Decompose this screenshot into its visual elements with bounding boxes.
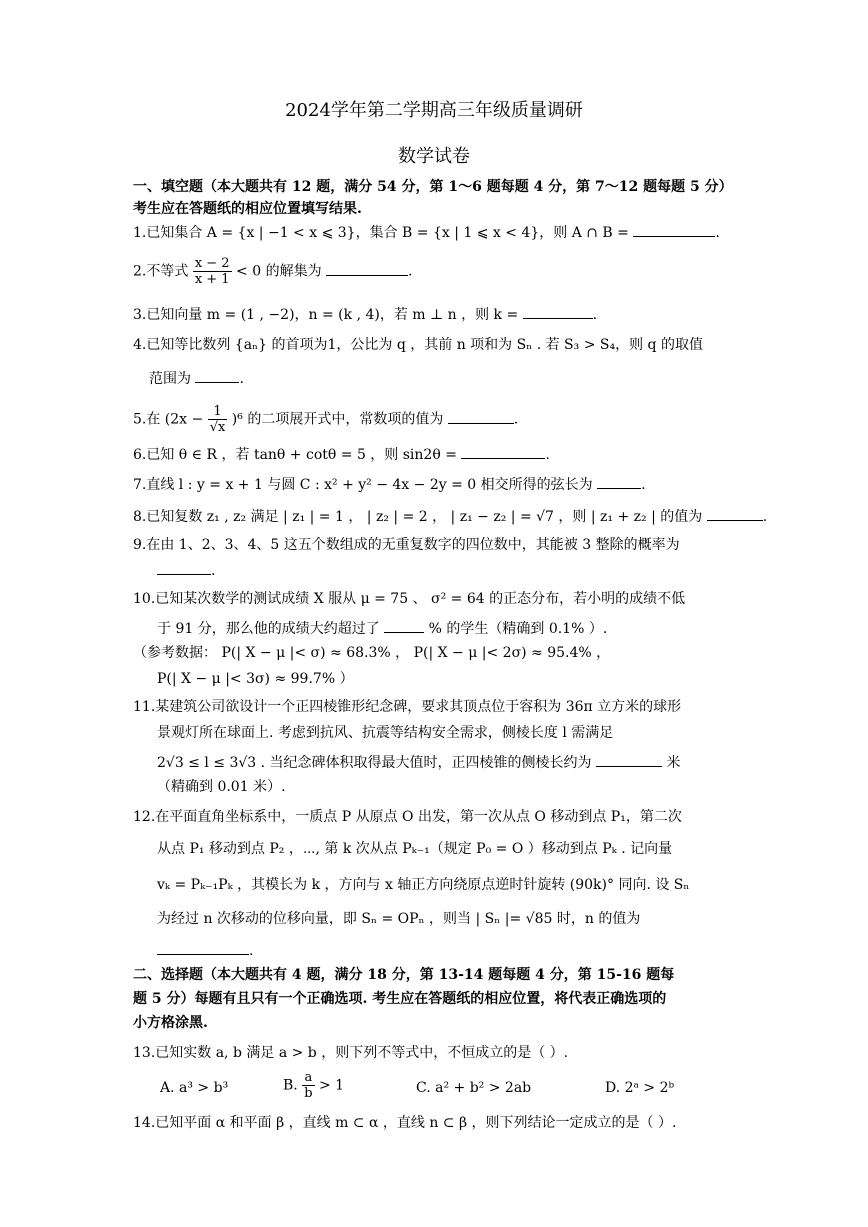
question-13-option-c: C. a² + b² > 2ab — [416, 1080, 532, 1096]
question-7: 7.直线 l : y = x + 1 与圆 C : x² + y² − 4x − 2y = 0 相交所得的弦长为 . — [133, 474, 646, 494]
question-4-line1: 4.已知等比数列 {aₙ} 的首项为1，公比为 q ，其前 n 项和为 Sₙ . 若 S₃ > S₄，则 q 的取值 — [133, 337, 703, 353]
question-5: 5.在 (2x − $\frac{1}{√x}$ )⁶ 的二项展开式中，常数项的值为 . — [133, 404, 519, 435]
question-11-line4: （精确到 0.01 米）. — [157, 779, 286, 795]
question-12-line1: 12.在平面直角坐标系中，一质点 P 从原点 O 出发，第一次从点 O 移动到点 P₁，第二次 — [133, 809, 682, 825]
question-10-reference-2: P(| X − μ |< 3σ) ≈ 99.7% ） — [157, 671, 354, 687]
fraction — [208, 404, 228, 435]
question-13-option-b — [283, 1070, 344, 1101]
question-8: 8.已知复数 z₁ , z₂ 满足 | z₁ | = 1 ， | z₂ | = 2 ， | z₁ − z₂ | = √7 ，则 | z₁ + z₂ | 的值为 . — [133, 506, 767, 526]
question-9-line1: 9.在由 1、2、3、4、5 这五个数组成的无重复数字的四位数中，其能被 3 整除的概率为 — [133, 537, 680, 553]
fraction-denominator: √x — [209, 420, 226, 435]
answer-blank — [461, 444, 545, 459]
question-7-text: 7.直线 l : y = x + 1 与圆 C : x² + y² − 4x − 2y = 0 相交所得的弦长为 — [133, 477, 593, 493]
question-10-reference-1: （参考数据： P(| X − μ |< σ) ≈ 68.3% ， P(| X − μ |< 2σ) ≈ 95.4% ， — [133, 645, 611, 661]
answer-blank — [633, 222, 715, 237]
question-13-option-d: D. 2ᵃ > 2ᵇ — [605, 1080, 675, 1096]
question-4-text: 范围为 — [149, 371, 191, 387]
question-6: 6.已知 θ ∈ R ，若 tanθ + cotθ = 5 ，则 sin2θ = . — [133, 444, 550, 464]
question-2: 2.不等式 $\frac{x - 2}{x + 1}$ < 0 的解集为 . — [133, 256, 413, 287]
question-11-line2: 景观灯所在球面上. 考虑到抗风、抗震等结构安全需求，侧棱长度 l 需满足 — [157, 725, 614, 741]
question-2-suffix: < 0 的解集为 — [236, 263, 322, 280]
option-b-suffix: > 1 — [318, 1077, 345, 1094]
section2-instruction: 题 5 分）每题有且只有一个正确选项. 考生应在答题纸的相应位置，将代表正确选项的 — [133, 991, 667, 1007]
answer-blank — [448, 409, 514, 424]
question-3-text: 3.已知向量 m = (1 , −2)，n = (k , 4)，若 m ⊥ n ，则 k = — [133, 307, 519, 323]
question-12-line3: vₖ = Pₖ₋₁Pₖ ，其模长为 k ，方向与 x 轴正方向绕原点逆时针旋转 (90k)° 同向. 设 Sₙ — [157, 877, 690, 893]
question-9-line2: . — [157, 560, 215, 580]
section1-heading: 一、填空题（本大题共有 12 题，满分 54 分，第 1～6 题每题 4 分，第 7～12 题每题 5 分） — [133, 179, 733, 195]
question-13-stem: 13.已知实数 a, b 满足 a > b ，则下列不等式中，不恒成立的是（ ）. — [133, 1045, 569, 1061]
answer-blank — [523, 304, 593, 319]
question-1: 1.已知集合 A = {x | −1 < x ⩽ 3}，集合 B = {x | 1 ⩽ x < 4}，则 A ∩ B = . — [133, 222, 720, 242]
question-12-line5: . — [157, 940, 253, 960]
answer-blank — [157, 560, 211, 575]
question-5-suffix: )⁶ 的二项展开式中，常数项的值为 — [231, 411, 444, 428]
answer-blank — [384, 618, 424, 633]
question-10-text-end: % 的学生（精确到 0.1% ）. — [428, 621, 608, 637]
question-5-prefix: 5.在 (2x − — [133, 411, 204, 428]
question-8-text: 8.已知复数 z₁ , z₂ 满足 | z₁ | = 1 ， | z₂ | = 2 ， | z₁ − z₂ | = √7 ，则 | z₁ + z₂ | 的值为 — [133, 509, 703, 525]
question-12-line4: 为经过 n 次移动的位移向量，即 Sₙ = OPₙ ，则当 | Sₙ |= √85 时，n 的值为 — [157, 911, 641, 927]
answer-blank — [597, 474, 641, 489]
question-6-text: 6.已知 θ ∈ R ，若 tanθ + cotθ = 5 ，则 sin2θ = — [133, 447, 457, 463]
question-11-unit: 米 — [666, 755, 681, 771]
answer-blank — [596, 752, 662, 767]
question-2-prefix: 2.不等式 — [133, 263, 189, 280]
fraction — [302, 1070, 314, 1101]
fraction-numerator: a — [302, 1070, 314, 1086]
question-10-line2 — [157, 618, 607, 638]
answer-blank — [707, 506, 763, 521]
question-10-line1: 10.已知某次数学的测试成绩 X 服从 μ = 75 、 σ² = 64 的正态分布，若小明的成绩不低 — [133, 591, 686, 607]
section1-instruction: 考生应在答题纸的相应位置填写结果. — [133, 201, 362, 217]
fraction-denominator: b — [304, 1086, 313, 1101]
question-11-line1: 11.某建筑公司欲设计一个正四棱锥形纪念碑，要求其顶点位于容积为 36π 立方米的球形 — [133, 699, 682, 715]
fraction-numerator: x − 2 — [194, 256, 230, 271]
answer-blank — [195, 368, 239, 383]
question-4-line2: 范围为 . — [149, 368, 244, 388]
page-title: 2024学年第二学期高三年级质量调研 — [285, 100, 583, 121]
fraction — [193, 256, 232, 287]
answer-blank — [157, 940, 249, 955]
question-12-line2: 从点 P₁ 移动到点 P₂ ，⋯, 第 k 次从点 Pₖ₋₁（规定 P₀ = O ）移动到点 Pₖ . 记向量 — [157, 841, 673, 857]
question-11-text: 2√3 ≤ l ≤ 3√3 . 当纪念碑体积取得最大值时，正四棱锥的侧棱长约为 — [157, 755, 592, 771]
question-13-option-a: A. a³ > b³ — [160, 1080, 229, 1096]
fraction-denominator: x + 1 — [194, 272, 230, 287]
option-letter: B. — [283, 1077, 298, 1094]
section2-heading: 二、选择题（本大题共有 4 题，满分 18 分，第 13-14 题每题 4 分，第 15-16 题每 — [133, 967, 675, 983]
answer-blank — [326, 261, 408, 276]
question-3: 3.已知向量 m = (1 , −2)，n = (k , 4)，若 m ⊥ n ，则 k = . — [133, 304, 597, 324]
question-11-line3 — [157, 752, 680, 772]
fraction-numerator: 1 — [208, 404, 228, 420]
question-1-text: 1.已知集合 A = {x | −1 < x ⩽ 3}，集合 B = {x | 1 ⩽ x < 4}，则 A ∩ B = — [133, 225, 629, 241]
page-subtitle: 数学试卷 — [398, 146, 470, 167]
question-10-text: 于 91 分，那么他的成绩大约超过了 — [157, 621, 380, 637]
question-14-stem: 14.已知平面 α 和平面 β ，直线 m ⊂ α ，直线 n ⊂ β ，则下列结论一定成立的是（ ）. — [133, 1115, 677, 1131]
section2-instruction-end: 小方格涂黑. — [133, 1015, 208, 1031]
